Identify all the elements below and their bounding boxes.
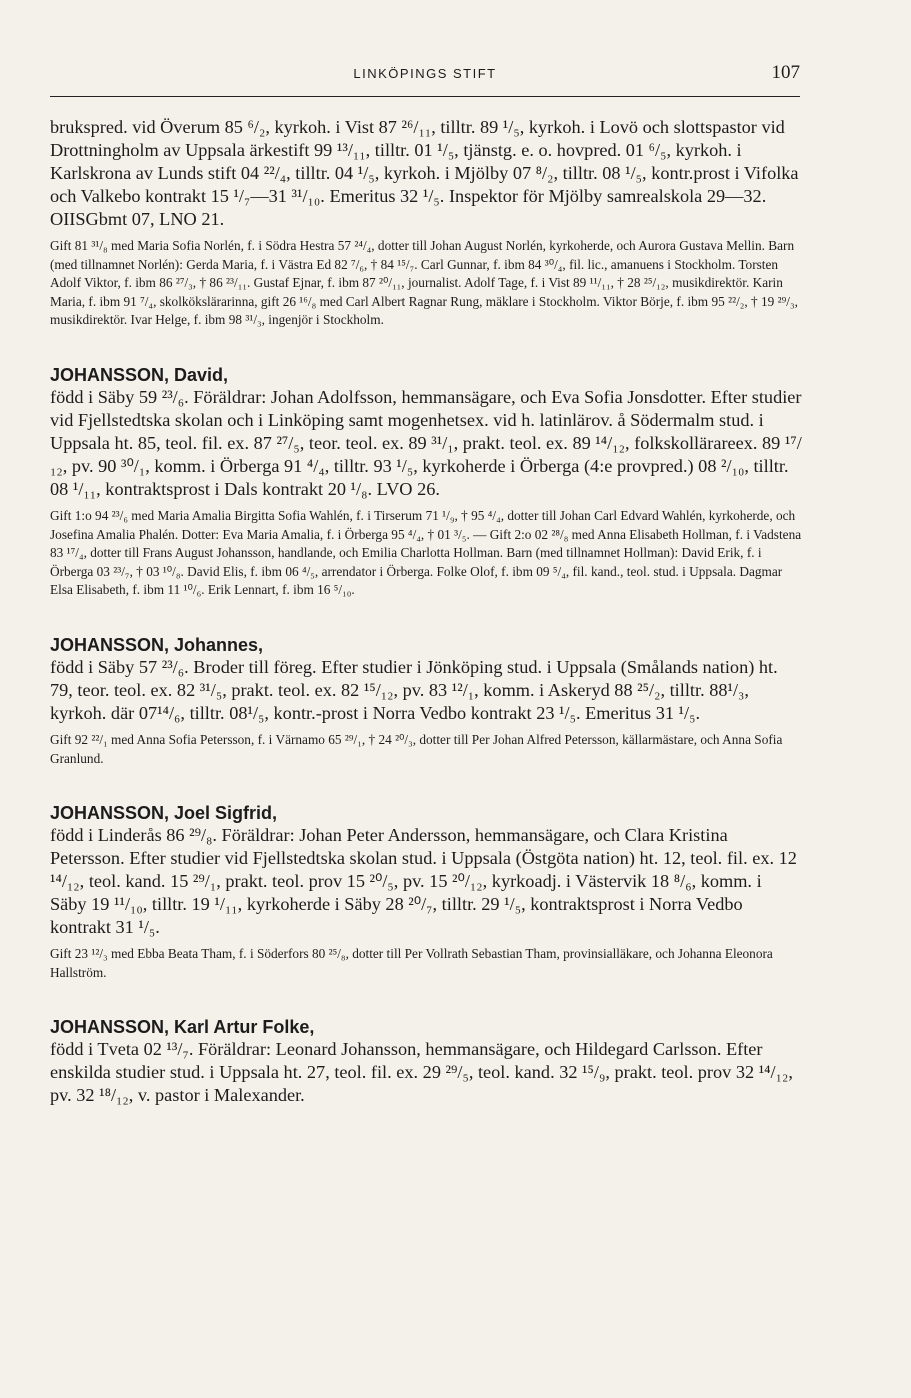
- entry-family-text: Gift 92 ²²/₁ med Anna Sofia Petersson, f. i Värnamo 65 ²⁹/₁, † 24 ²⁰/₃, dotter till Per Johan Alfred Petersson, källarmästare, och Anna Sofia Granlund.: [50, 731, 783, 766]
- entry-name: JOHANSSON, Joel Sigfrid,: [50, 803, 278, 824]
- entry-name: JOHANSSON, Johannes,: [50, 634, 264, 655]
- entry-career-text: född i Tveta 02 ¹³/₇. Föräldrar: Leonard Johansson, hemmansägare, och Hildegard Carlsson. Efter enskilda studier stud. i Uppsala ht. 27, teol. fil. ex. 29 ²⁹/₅, teol. kand. 32 ¹⁵/₉, prakt. teol. prov 32 ¹⁴/₁₂, pv. 32 ¹⁸/₁₂, v. pastor i Malexander.: [50, 1039, 793, 1106]
- entry-family-text: Gift 1:o 94 ²³/₆ med Maria Amalia Birgitta Sofia Wahlén, f. i Tirserum 71 ¹/₉, † 95 ⁴/₄, dotter till Johan Carl Edvard Wahlén, kyrkoherde, och Josefina Amalia Phalén. Dotter: Eva Maria Amalia, f. i Örberga 95 ⁴/₄, † 01 ³/₅. — Gift 2:o 02 ²⁸/₈ med Anna Elisabeth Hollman, f. i Vadstena 83 ¹⁷/₄, dotter till Frans August Johansson, handlande, och Emilia Charlotta Hollman. Barn (med tillnamnet Hollman): David Erik, f. i Örberga 03 ²³/₇, † 03 ¹⁰/₈. David Elis, f. ibm 06 ⁴/₅, arrendator i Örberga. Folke Olof, f. ibm 09 ⁵/₄, fil. kand., teol. stud. i Uppsala. Dagmar Elsa Elisabeth, f. ibm 11 ¹⁰/₆. Erik Lennart, f. ibm 16 ⁵/₁₀.: [50, 507, 802, 598]
- biography-entry: [50, 802, 802, 982]
- entry-career-text: född i Säby 57 ²³/₆. Broder till föreg. Efter studier i Jönköping stud. i Uppsala (Smålands nation) ht. 79, teor. teol. ex. 82 ³¹/₅, prakt. teol. ex. 82 ¹⁵/₁₂, pv. 83 ¹²/₁, komm. i Askeryd 88 ²⁵/₂, tilltr. 88¹/₃, kyrkoh. där 07¹⁴/₆, tilltr. 08¹/₅, kontr.-prost i Norra Vedbo kontrakt 23 ¹/₅. Emeritus 31 ¹/₅.: [50, 656, 778, 723]
- entry-name: JOHANSSON, David,: [50, 364, 229, 385]
- continued-entry: [50, 116, 802, 330]
- entry-career-text: brukspred. vid Överum 85 ⁶/₂, kyrkoh. i Vist 87 ²⁶/₁₁, tilltr. 89 ¹/₅, kyrkoh. i Lovö och slottspastor vid Drottningholm av Uppsala ärkestift 99 ¹³/₁₁, tilltr. 01 ¹/₅, tjänstg. e. o. hovpred. 01 ⁶/₅, kyrkoh. i Karlskrona av Lunds stift 04 ²²/₄, tilltr. 04 ¹/₅, kyrkoh. i Mjölby 07 ⁸/₂, tilltr. 08 ¹/₅, kontr.prost i Vifolka och Valkebo kontrakt 15 ¹/₇—31 ³¹/₁₀. Emeritus 32 ¹/₅. Inspektor för Mjölby samrealskola 29—32. OIISGbmt 07, LNO 21.: [50, 117, 799, 229]
- running-title: LINKÖPINGS STIFT: [353, 66, 497, 81]
- page-header: [50, 62, 800, 97]
- entry-career-text: född i Linderås 86 ²⁹/₈. Föräldrar: Johan Peter Andersson, hemmansägare, och Clara Kristina Petersson. Efter studier vid Fjellstedtska skolan stud. i Uppsala (Östgöta nation) ht. 12, teol. fil. ex. 12 ¹⁴/₁₂, teol. kand. 15 ²⁹/₁, prakt. teol. prov 15 ²⁰/₅, pv. 15 ²⁰/₁₂, kyrkoadj. i Västervik 18 ⁸/₆, komm. i Säby 19 ¹¹/₁₀, tilltr. 19 ¹/₁₁, kyrkoherde i Säby 28 ²⁰/₇, tilltr. 29 ¹/₅, kontraktsprost i Norra Vedbo kontrakt 31 ¹/₅.: [50, 825, 797, 938]
- entry-family-text: Gift 23 ¹²/₃ med Ebba Beata Tham, f. i Söderfors 80 ²⁵/₈, dotter till Per Vollrath Sebastian Tham, provinsialläkare, och Johanna Eleonora Hallström.: [50, 946, 773, 980]
- entry-family-text: Gift 81 ³¹/₈ med Maria Sofia Norlén, f. i Södra Hestra 57 ²⁴/₄, dotter till Johan August Norlén, kyrkoherde, och Aurora Gustava Mellin. Barn (med tillnamnet Norlén): Gerda Maria, f. i Västra Ed 82 ⁷/₆, † 84 ¹⁵/₇. Carl Gunnar, f. ibm 84 ³⁰/₄, fil. lic., amanuens i Stockholm. Torsten Adolf Viktor, f. ibm 86 ²⁷/₃, † 86 ²³/₁₁. Gustaf Ejnar, f. ibm 87 ²⁰/₁₁, journalist. Adolf Tage, f. i Vist 89 ¹¹/₁₁, † 28 ²⁵/₁₂, musikdirektör. Karin Maria, f. ibm 91 ⁷/₄, skolkökslärarinna, gift 26 ¹⁶/₈ med Carl Albert Ragnar Rung, mäklare i Stockholm. Viktor Börje, f. ibm 95 ²²/₂, † 19 ²⁹/₃, musikdirektör. Ivar Helge, f. ibm 98 ³¹/₃, ingenjör i Stockholm.: [50, 238, 798, 328]
- biography-entry: [50, 364, 802, 600]
- entry-name: JOHANSSON, Karl Artur Folke,: [50, 1017, 315, 1038]
- entry-career-text: född i Säby 59 ²³/₆. Föräldrar: Johan Adolfsson, hemmansägare, och Eva Sofia Jonsdotter. Efter studier vid Fjellstedtska skolan och i Linköping samt mogenhetsex. vid h. latinlärov. å Södermalm stud. i Uppsala ht. 85, teol. fil. ex. 87 ²⁷/₅, teor. teol. ex. 89 ³¹/₁, prakt. teol. ex. 89 ¹⁴/₁₂, folkskollärareex. 89 ¹⁷/₁₂, pv. 90 ³⁰/₁, komm. i Örberga 91 ⁴/₄, tilltr. 93 ¹/₅, kyrkoherde i Örberga (4:e provpred.) 08 ²/₁₀, tilltr. 08 ¹/₁₁, kontraktsprost i Dals kontrakt 20 ¹/₈. LVO 26.: [50, 386, 802, 499]
- page-content: [50, 116, 802, 1107]
- biography-entry: [50, 634, 802, 768]
- biography-entry: [50, 1016, 802, 1107]
- page-number: 107: [771, 62, 800, 83]
